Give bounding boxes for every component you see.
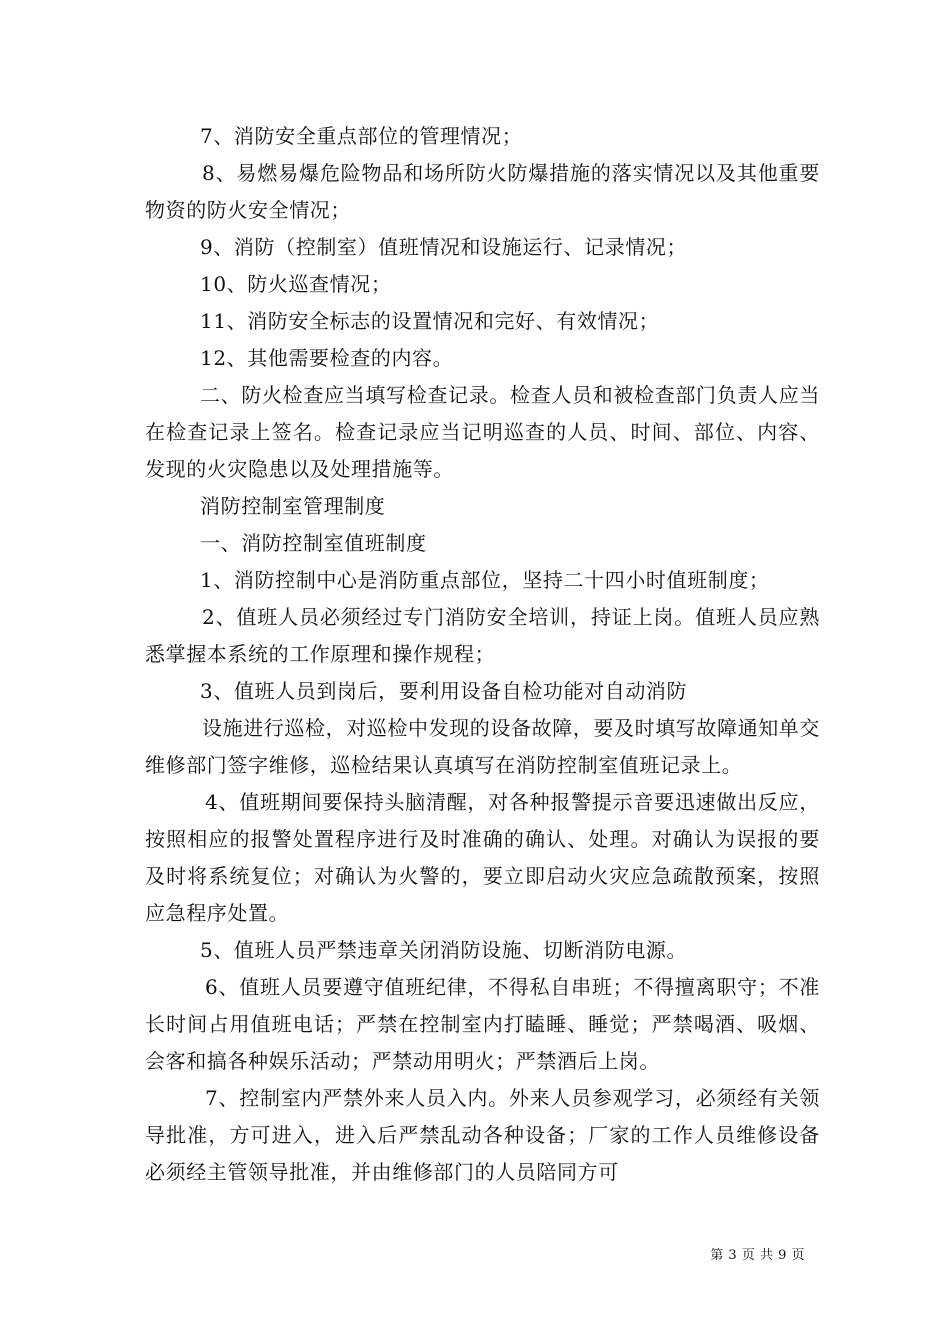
paragraph-duty-1: 1、消防控制中心是消防重点部位，坚持二十四小时值班制度； bbox=[200, 568, 770, 592]
paragraph-item-10-patrol: 10、防火巡查情况； bbox=[200, 272, 392, 296]
paragraph-item-9-control-room: 9、消防（控制室）值班情况和设施运行、记录情况； bbox=[200, 235, 688, 259]
paragraph-item-7-key-areas: 7、消防安全重点部位的管理情况； bbox=[200, 124, 523, 148]
paragraph-item-8-flammables: 8、易燃易爆危险物品和场所防火防爆措施的落实情况以及其他重要物资的防火安全情况； bbox=[145, 161, 820, 222]
section-heading-control-room-rules: 消防控制室管理制度 bbox=[200, 494, 386, 518]
paragraph-duty-3-continued: 设施进行巡检，对巡检中发现的设备故障，要及时填写故障通知单交维修部门签字维修，巡检结果认真填写在消防控制室值班记录上。 bbox=[145, 716, 820, 777]
paragraph-duty-3: 3、值班人员到岗后，要利用设备自检功能对自动消防 bbox=[200, 679, 688, 703]
paragraph-item-11-signs: 11、消防安全标志的设置情况和完好、有效情况； bbox=[200, 309, 660, 333]
section-subheading-duty-system: 一、消防控制室值班制度 bbox=[200, 531, 427, 555]
paragraph-inspection-records: 二、防火检查应当填写检查记录。检查人员和被检查部门负责人应当在检查记录上签名。检查记录应当记明巡查的人员、时间、部位、内容、发现的火灾隐患以及处理措施等。 bbox=[145, 383, 820, 481]
paragraph-duty-6: 6、值班人员要遵守值班纪律，不得私自串班；不得擅离职守；不准长时间占用值班电话；严禁在控制室内打瞌睡、睡觉；严禁喝酒、吸烟、会客和搞各种娱乐活动；严禁动用明火；严禁酒后上岗。 bbox=[145, 975, 820, 1073]
page-number-footer: 第 3 页 共 9 页 bbox=[710, 1248, 805, 1263]
paragraph-duty-4: 4、值班期间要保持头脑清醒，对各种报警提示音要迅速做出反应，按照相应的报警处置程序进行及时准确的确认、处理。对确认为误报的要及时将系统复位；对确认为火警的，要立即启动火灾应急疏散预案，按照应急程序处置。 bbox=[145, 790, 820, 925]
paragraph-duty-7: 7、控制室内严禁外来人员入内。外来人员参观学习，必须经有关领导批准，方可进入，进入后严禁乱动各种设备；厂家的工作人员维修设备必须经主管领导批准，并由维修部门的人员陪同方可 bbox=[145, 1086, 820, 1184]
paragraph-duty-5: 5、值班人员严禁违章关闭消防设施、切断消防电源。 bbox=[200, 938, 688, 962]
document-body bbox=[145, 118, 820, 1191]
paragraph-item-12-other: 12、其他需要检查的内容。 bbox=[200, 346, 454, 370]
paragraph-duty-2: 2、值班人员必须经过专门消防安全培训，持证上岗。值班人员应熟悉掌握本系统的工作原理和操作规程； bbox=[145, 605, 820, 666]
